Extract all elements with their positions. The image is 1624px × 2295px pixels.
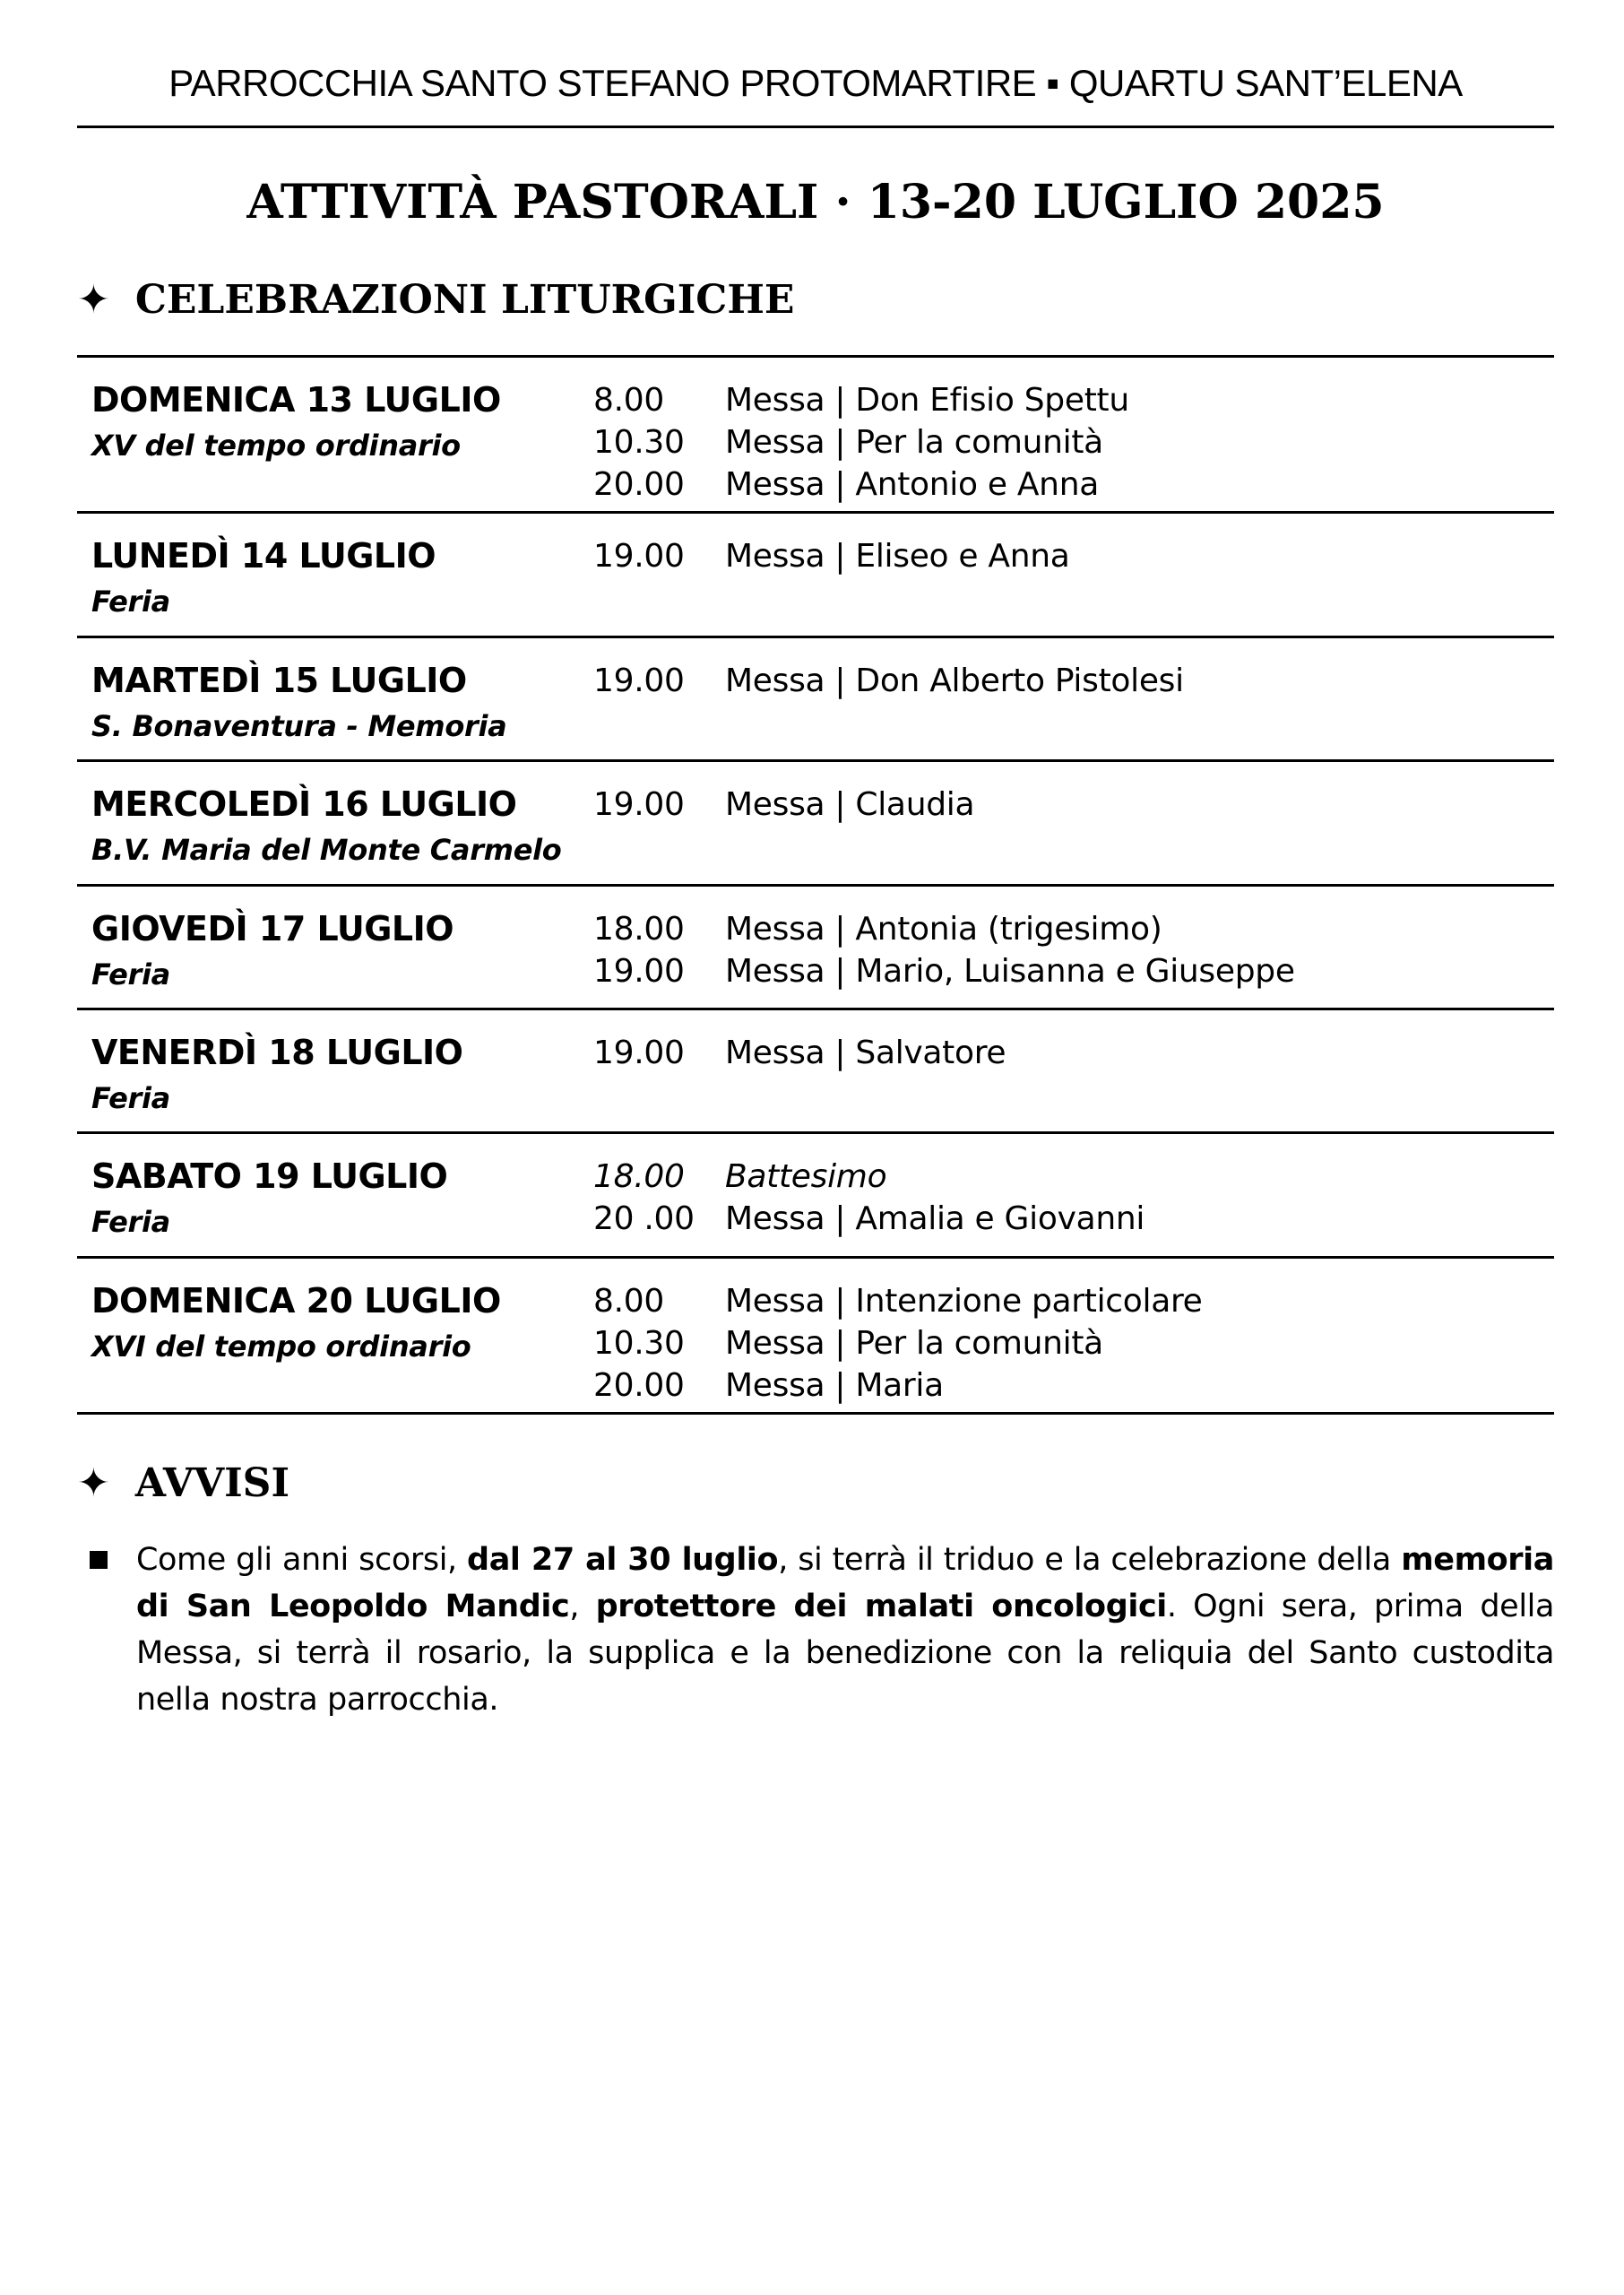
event-item bbox=[593, 784, 974, 826]
event-time: 20.00 bbox=[593, 1367, 685, 1404]
event-time: 20.00 bbox=[593, 466, 685, 503]
notice-emphasis: memoria di San Leopoldo Mandic bbox=[136, 1542, 1554, 1624]
event-time: 20 .00 bbox=[593, 1200, 695, 1237]
event-item bbox=[593, 950, 1295, 992]
day-name: MERCOLEDÌ 16 LUGLIO bbox=[91, 784, 517, 824]
event-item bbox=[593, 908, 1295, 950]
notice-item bbox=[77, 1537, 1554, 1723]
section-heading-label: CELEBRAZIONI LITURGICHE bbox=[134, 277, 795, 323]
event-time: 19.00 bbox=[593, 953, 685, 990]
section-heading-avvisi bbox=[77, 1460, 290, 1506]
event-time: 19.00 bbox=[593, 1035, 685, 1071]
notice-text bbox=[136, 1537, 1554, 1723]
event-list bbox=[593, 1032, 1006, 1074]
day-name: GIOVEDÌ 17 LUGLIO bbox=[91, 909, 454, 948]
notice-segment: , si terrà il triduo e la celebrazione della bbox=[778, 1542, 1402, 1578]
event-item bbox=[593, 1280, 1203, 1322]
day-liturgical-note: Feria bbox=[91, 585, 170, 619]
header-divider bbox=[77, 126, 1554, 128]
event-list bbox=[593, 1280, 1203, 1407]
event-time: 10.30 bbox=[593, 1325, 685, 1362]
event-item bbox=[593, 660, 1184, 702]
event-description: Messa | Salvatore bbox=[725, 1035, 1006, 1071]
event-list bbox=[593, 908, 1295, 992]
event-list bbox=[593, 535, 1070, 577]
notice-emphasis: dal 27 al 30 luglio bbox=[467, 1542, 779, 1578]
schedule-day-row bbox=[77, 638, 1554, 762]
day-liturgical-note: S. Bonaventura - Memoria bbox=[91, 709, 507, 743]
event-item bbox=[593, 421, 1129, 463]
event-time: 19.00 bbox=[593, 663, 685, 699]
event-time: 18.00 bbox=[593, 1158, 685, 1195]
parish-header: PARROCCHIA SANTO STEFANO PROTOMARTIRE ▪ QUARTU SANT’ELENA bbox=[168, 62, 1463, 104]
schedule-day-row bbox=[77, 1010, 1554, 1134]
event-description: Messa | Per la comunità bbox=[725, 424, 1103, 461]
event-description: Messa | Mario, Luisanna e Giuseppe bbox=[725, 953, 1295, 990]
event-item bbox=[593, 1032, 1006, 1074]
event-list bbox=[593, 379, 1129, 506]
event-description: Battesimo bbox=[725, 1158, 887, 1195]
event-time: 19.00 bbox=[593, 538, 685, 575]
event-item bbox=[593, 1198, 1145, 1240]
event-list bbox=[593, 784, 974, 826]
event-description: Messa | Amalia e Giovanni bbox=[725, 1200, 1145, 1237]
event-item bbox=[593, 1156, 1145, 1198]
event-description: Messa | Don Efisio Spettu bbox=[725, 382, 1129, 419]
section-heading-label: AVVISI bbox=[134, 1460, 290, 1506]
day-name: SABATO 19 LUGLIO bbox=[91, 1156, 448, 1196]
event-description: Messa | Antonio e Anna bbox=[725, 466, 1099, 503]
liturgy-schedule-table bbox=[77, 355, 1554, 1415]
day-liturgical-note: Feria bbox=[91, 1205, 170, 1239]
notice-segment: , bbox=[569, 1589, 596, 1624]
day-name: DOMENICA 20 LUGLIO bbox=[91, 1281, 501, 1321]
schedule-day-row bbox=[77, 358, 1554, 514]
event-time: 19.00 bbox=[593, 786, 685, 823]
day-name: DOMENICA 13 LUGLIO bbox=[91, 380, 501, 420]
day-liturgical-note: XV del tempo ordinario bbox=[91, 429, 461, 463]
day-liturgical-note: Feria bbox=[91, 957, 170, 992]
page-title: ATTIVITÀ PASTORALI · 13-20 LUGLIO 2025 bbox=[246, 175, 1385, 230]
schedule-day-row bbox=[77, 1134, 1554, 1259]
schedule-day-row bbox=[77, 514, 1554, 638]
section-heading-liturgy bbox=[77, 277, 795, 323]
event-description: Messa | Antonia (trigesimo) bbox=[725, 911, 1162, 948]
four-point-star-icon: ✦ bbox=[77, 277, 110, 323]
event-time: 8.00 bbox=[593, 1283, 664, 1320]
notice-segment: . Ogni sera, prima della Messa, si terrà il rosario, la supplica e la benedizione con la reliquia del Santo custodita nella nostra parrocchia. bbox=[136, 1589, 1555, 1718]
event-description: Messa | Don Alberto Pistolesi bbox=[725, 663, 1184, 699]
event-description: Messa | Intenzione particolare bbox=[725, 1283, 1203, 1320]
event-item bbox=[593, 535, 1070, 577]
notice-emphasis: protettore dei malati oncologici bbox=[595, 1589, 1167, 1624]
event-description: Messa | Claudia bbox=[725, 786, 975, 823]
day-liturgical-note: Feria bbox=[91, 1081, 170, 1115]
event-description: Messa | Eliseo e Anna bbox=[725, 538, 1070, 575]
four-point-star-icon: ✦ bbox=[77, 1460, 110, 1506]
event-item bbox=[593, 1364, 1203, 1407]
schedule-day-row bbox=[77, 1259, 1554, 1415]
event-time: 18.00 bbox=[593, 911, 685, 948]
event-item bbox=[593, 1322, 1203, 1364]
event-description: Messa | Per la comunità bbox=[725, 1325, 1103, 1362]
day-name: MARTEDÌ 15 LUGLIO bbox=[91, 661, 467, 700]
square-bullet-icon bbox=[90, 1551, 108, 1569]
event-list bbox=[593, 660, 1184, 702]
day-liturgical-note: XVI del tempo ordinario bbox=[91, 1329, 471, 1364]
notice-segment: Come gli anni scorsi, bbox=[136, 1542, 468, 1578]
day-name: VENERDÌ 18 LUGLIO bbox=[91, 1033, 463, 1072]
event-time: 10.30 bbox=[593, 424, 685, 461]
day-name: LUNEDÌ 14 LUGLIO bbox=[91, 536, 436, 576]
event-time: 8.00 bbox=[593, 382, 664, 419]
event-description: Messa | Maria bbox=[725, 1367, 944, 1404]
day-liturgical-note: B.V. Maria del Monte Carmelo bbox=[91, 833, 562, 867]
schedule-day-row bbox=[77, 887, 1554, 1010]
event-item bbox=[593, 379, 1129, 421]
event-list bbox=[593, 1156, 1145, 1240]
event-item bbox=[593, 463, 1129, 506]
schedule-day-row bbox=[77, 762, 1554, 887]
